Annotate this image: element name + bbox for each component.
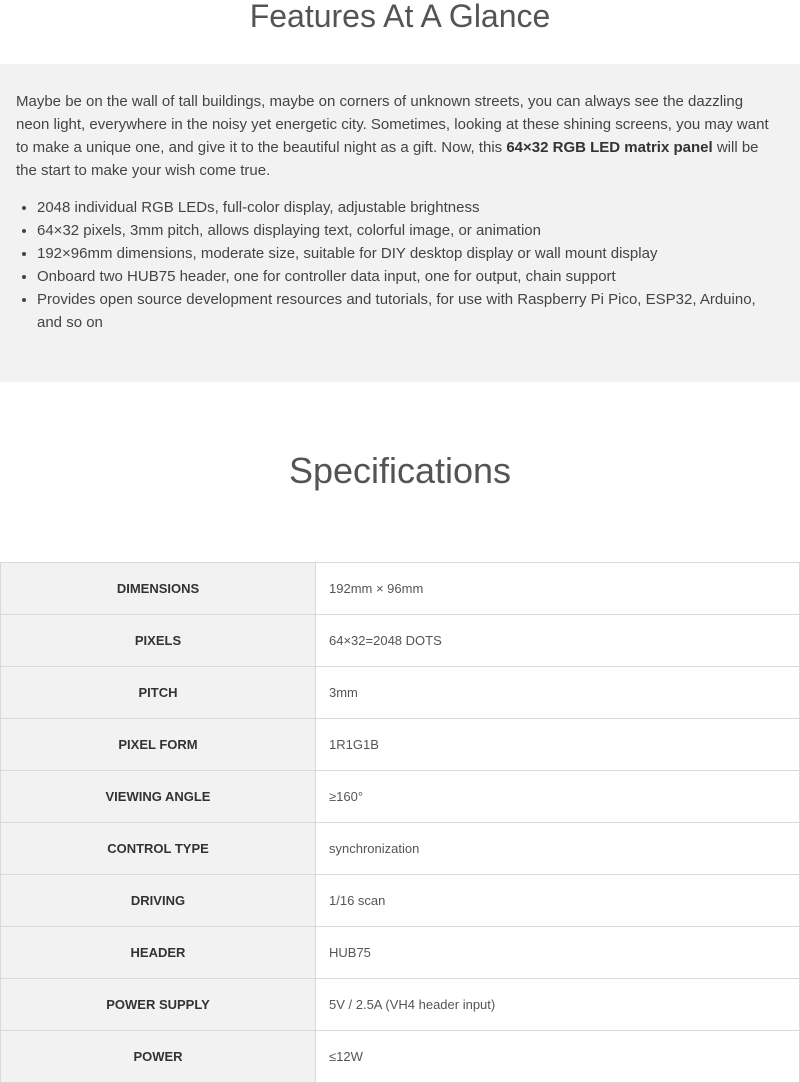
features-list [16, 196, 780, 334]
intro-text-end: will be the start to make your wish come true. [16, 139, 759, 179]
spec-key: DIMENSIONS [1, 563, 316, 615]
spec-value: 64×32=2048 DOTS [316, 615, 800, 667]
spec-value: ≥160° [316, 771, 800, 823]
table-row [1, 927, 800, 979]
spec-value: HUB75 [316, 927, 800, 979]
spec-value: 1R1G1B [316, 719, 800, 771]
table-row [1, 615, 800, 667]
feature-item: • 2048 individual RGB LEDs, full-color display, adjustable brightness [37, 196, 780, 219]
table-row [1, 563, 800, 615]
feature-item: • 64×32 pixels, 3mm pitch, allows displaying text, colorful image, or animation [37, 219, 780, 242]
feature-item: • 192×96mm dimensions, moderate size, suitable for DIY desktop display or wall mount display [37, 242, 780, 265]
intro-product-name: 64×32 RGB LED matrix panel [506, 139, 713, 156]
table-row [1, 979, 800, 1031]
intro-text-start: Maybe be on the wall of tall buildings, maybe on corners of unknown streets, you can always see the dazzling neon light, everywhere in the noisy yet energetic city. Sometimes, looking at these shining screens, you may want to make a unique one, and give it to the beautiful night as a gift. Now, this [16, 93, 769, 156]
spec-key: PITCH [1, 667, 316, 719]
spec-key: HEADER [1, 927, 316, 979]
spec-value: ≤12W [316, 1031, 800, 1083]
feature-item: • Onboard two HUB75 header, one for controller data input, one for output, chain support [37, 265, 780, 288]
spec-key: DRIVING [1, 875, 316, 927]
specifications-title-text: Specifications [288, 450, 512, 491]
spec-key: POWER SUPPLY [1, 979, 316, 1031]
features-title: Features At A Glance [249, 0, 551, 34]
spec-key: VIEWING ANGLE [1, 771, 316, 823]
table-row [1, 875, 800, 927]
spec-value: 3mm [316, 667, 800, 719]
table-row [1, 1031, 800, 1083]
spec-key: PIXEL FORM [1, 719, 316, 771]
feature-item: • Provides open source development resources and tutorials, for use with Raspberry Pi Pico, ESP32, Arduino, and so on [37, 288, 780, 334]
intro-paragraph [16, 90, 780, 182]
spec-value: 1/16 scan [316, 875, 800, 927]
spec-key: PIXELS [1, 615, 316, 667]
features-section [0, 64, 800, 382]
spec-key: CONTROL TYPE [1, 823, 316, 875]
spec-value: 5V / 2.5A (VH4 header input) [316, 979, 800, 1031]
spec-key: POWER [1, 1031, 316, 1083]
spec-value: 192mm × 96mm [316, 563, 800, 615]
spec-value: synchronization [316, 823, 800, 875]
table-row [1, 719, 800, 771]
table-row [1, 771, 800, 823]
table-row [1, 667, 800, 719]
specifications-table [0, 562, 800, 1083]
table-row [1, 823, 800, 875]
specifications-title [0, 382, 800, 564]
